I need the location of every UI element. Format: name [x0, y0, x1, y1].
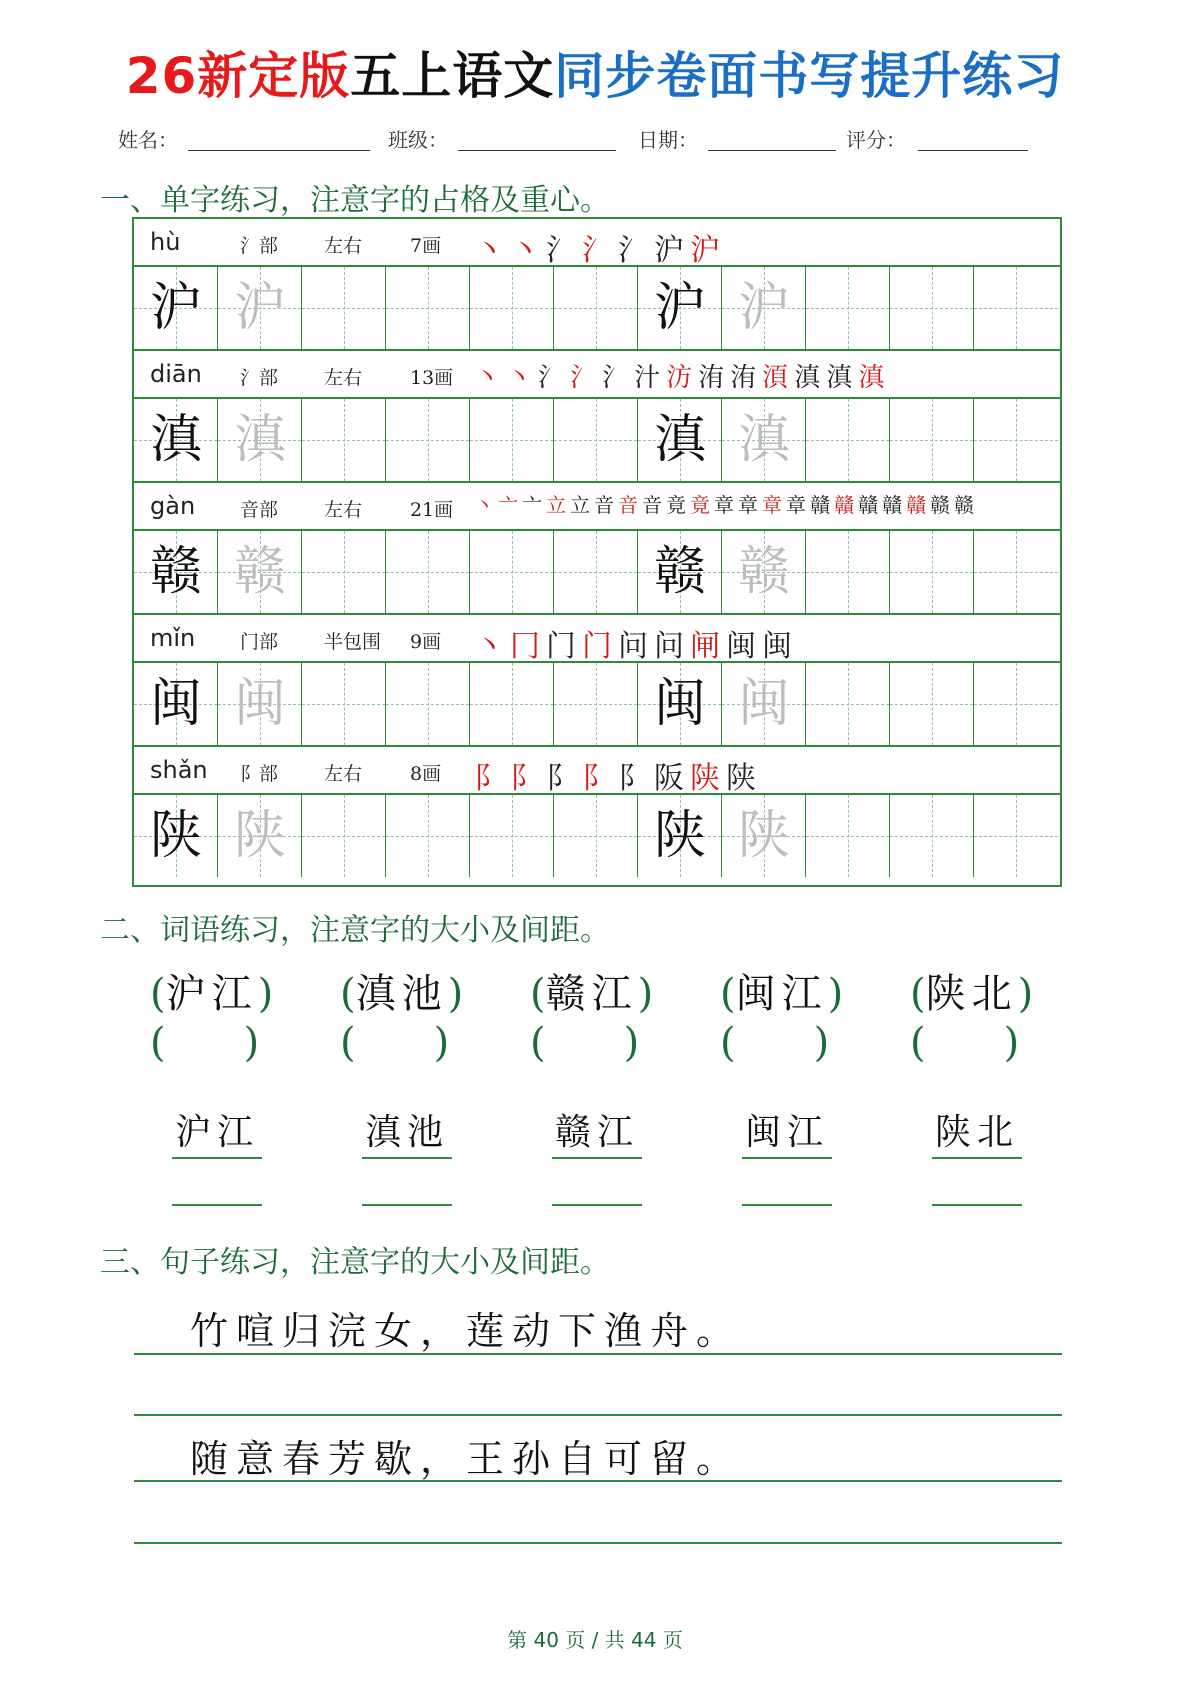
sentence-1-copy-line[interactable] — [134, 1414, 1062, 1416]
stroke-order — [474, 357, 1064, 394]
word-copy-line[interactable] — [552, 1204, 642, 1206]
cell-guide-horizontal — [470, 836, 553, 837]
pinyin: mǐn — [150, 624, 196, 652]
sentence-2-copy-line[interactable] — [134, 1542, 1062, 1544]
sentence-1-line — [134, 1353, 1062, 1355]
writing-cell[interactable] — [890, 267, 974, 349]
cell-guide-horizontal — [302, 704, 385, 705]
open-paren: ( — [150, 1020, 166, 1066]
char-info-row — [134, 615, 1060, 663]
writing-cell[interactable] — [386, 795, 470, 877]
writing-cell[interactable] — [974, 267, 1058, 349]
structure: 左右 — [324, 235, 363, 257]
writing-cell[interactable] — [890, 399, 974, 481]
char-info-row — [134, 351, 1060, 399]
stroke-step: 闸 — [690, 629, 720, 664]
writing-cell[interactable] — [302, 267, 386, 349]
writing-cell[interactable] — [218, 267, 302, 349]
stroke-step: 阝 — [510, 761, 540, 796]
cell-guide-horizontal — [554, 440, 637, 441]
word-model: 陕北 — [932, 1104, 1022, 1159]
model-character: 滇 — [149, 410, 202, 470]
sentence-2-line — [134, 1480, 1062, 1482]
pinyin: hù — [150, 228, 181, 256]
writing-cell[interactable] — [638, 399, 722, 481]
stroke-count: 21画 — [410, 499, 454, 521]
trace-character: 陕 — [233, 806, 286, 866]
writing-cell[interactable] — [974, 399, 1058, 481]
close-paren: ) — [637, 971, 654, 1017]
writing-cell[interactable] — [806, 267, 890, 349]
stroke-step: 滇 — [794, 363, 821, 393]
close-paren: ) — [257, 971, 274, 1017]
cell-guide-horizontal — [974, 704, 1058, 705]
close-paren: ) — [1003, 1020, 1020, 1066]
cell-guide-horizontal — [470, 704, 553, 705]
writing-cell[interactable] — [386, 531, 470, 613]
trace-character: 赣 — [233, 542, 286, 602]
section1-heading: 一、单字练习，注意字的占格及重心。 — [100, 183, 610, 218]
stroke-step: 问 — [654, 629, 684, 664]
stroke-step: 丶 — [474, 629, 504, 664]
class-label: 班级： — [388, 128, 448, 152]
stroke-step: 章 — [738, 493, 758, 517]
writing-cell[interactable] — [638, 663, 722, 745]
class-field[interactable] — [458, 150, 616, 151]
stroke-step: 陕 — [690, 761, 720, 796]
word-in-parentheses — [150, 962, 273, 1019]
stroke-step: 竟 — [690, 493, 710, 517]
close-paren: ) — [447, 971, 464, 1017]
writing-cell[interactable] — [890, 663, 974, 745]
cell-guide-horizontal — [806, 440, 889, 441]
stroke-step: 亠 — [522, 493, 542, 517]
stroke-step: 章 — [762, 493, 782, 517]
stroke-step: 贛 — [834, 493, 854, 517]
stroke-step: 沪 — [690, 233, 720, 268]
word-model: 滇池 — [362, 1104, 452, 1159]
stroke-order — [474, 225, 1064, 269]
stroke-step: 阝 — [618, 761, 648, 796]
cell-guide-horizontal — [890, 308, 973, 309]
stroke-step: 贛 — [906, 493, 926, 517]
name-field[interactable] — [188, 150, 370, 151]
cell-guide-horizontal — [554, 572, 637, 573]
open-paren: ( — [150, 971, 166, 1017]
writing-cell[interactable] — [554, 267, 638, 349]
stroke-step: 音 — [642, 493, 662, 517]
char-writing-row — [134, 531, 1060, 615]
stroke-step: 阝 — [546, 761, 576, 796]
stroke-step: 丶 — [474, 363, 501, 393]
stroke-step: 音 — [594, 493, 614, 517]
cell-guide-horizontal — [470, 572, 553, 573]
cell-guide-horizontal — [554, 704, 637, 705]
radical: 门部 — [240, 631, 279, 653]
writing-cell[interactable] — [386, 267, 470, 349]
stroke-step: 氵 — [538, 363, 565, 393]
writing-cell[interactable] — [806, 795, 890, 877]
stroke-step: 汁 — [634, 363, 661, 393]
cell-guide-horizontal — [470, 308, 553, 309]
trace-character: 赣 — [737, 542, 790, 602]
word-copy-line[interactable] — [742, 1204, 832, 1206]
close-paren: ) — [1017, 971, 1034, 1017]
writing-cell[interactable] — [134, 795, 218, 877]
char-writing-row — [134, 663, 1060, 747]
stroke-step: 洧 — [698, 363, 725, 393]
stroke-step: 门 — [582, 629, 612, 664]
stroke-order — [474, 489, 1064, 518]
cell-guide-horizontal — [974, 308, 1058, 309]
stroke-count: 8画 — [410, 763, 442, 785]
writing-cell[interactable] — [134, 531, 218, 613]
cell-guide-horizontal — [974, 440, 1058, 441]
trace-character: 沪 — [737, 278, 790, 338]
cell-guide-horizontal — [806, 308, 889, 309]
stroke-step: 立 — [570, 493, 590, 517]
word-text: 沪江 — [165, 971, 258, 1017]
writing-cell[interactable] — [134, 399, 218, 481]
pinyin: gàn — [150, 492, 196, 520]
stroke-step: 赣 — [954, 493, 974, 517]
stroke-step: 氵 — [602, 363, 629, 393]
cell-guide-horizontal — [470, 440, 553, 441]
writing-cell[interactable] — [386, 663, 470, 745]
cell-guide-horizontal — [974, 572, 1058, 573]
writing-cell[interactable] — [134, 663, 218, 745]
trace-character: 闽 — [737, 674, 790, 734]
pinyin: diān — [150, 360, 202, 388]
stroke-step: 丶 — [474, 493, 494, 517]
stroke-step: 丶 — [474, 233, 504, 268]
stroke-step: 立 — [546, 493, 566, 517]
stroke-step: 贛 — [858, 493, 878, 517]
page-number: 第 40 页 / 共 44 页 — [507, 1628, 683, 1652]
stroke-step: 氵 — [546, 233, 576, 268]
writing-cell[interactable] — [722, 531, 806, 613]
stroke-step: 丶 — [506, 363, 533, 393]
cell-guide-horizontal — [302, 308, 385, 309]
word-model: 闽江 — [742, 1104, 832, 1159]
cell-guide-horizontal — [806, 836, 889, 837]
open-paren: ( — [720, 1020, 736, 1066]
writing-cell[interactable] — [722, 795, 806, 877]
radical: 阝部 — [240, 763, 279, 785]
radical: 氵部 — [240, 367, 279, 389]
writing-cell[interactable] — [890, 795, 974, 877]
structure: 半包围 — [324, 631, 382, 653]
cell-guide-horizontal — [890, 572, 973, 573]
close-paren: ) — [433, 1020, 450, 1066]
score-field[interactable] — [918, 150, 1028, 151]
writing-cell[interactable] — [218, 663, 302, 745]
page-title — [0, 36, 1190, 108]
stroke-step: 陕 — [726, 761, 756, 796]
open-paren: ( — [340, 1020, 356, 1066]
cell-guide-horizontal — [302, 572, 385, 573]
stroke-step: 竟 — [666, 493, 686, 517]
stroke-count: 9画 — [410, 631, 442, 653]
word-text: 赣江 — [545, 971, 638, 1017]
cell-guide-horizontal — [302, 440, 385, 441]
writing-cell[interactable] — [554, 795, 638, 877]
model-character: 陕 — [149, 806, 202, 866]
writing-cell[interactable] — [218, 399, 302, 481]
cell-guide-horizontal — [386, 308, 469, 309]
cell-guide-horizontal — [890, 704, 973, 705]
close-paren: ) — [243, 1020, 260, 1066]
writing-cell[interactable] — [806, 663, 890, 745]
structure: 左右 — [324, 763, 363, 785]
date-field[interactable] — [708, 150, 836, 151]
section2-heading: 二、词语练习，注意字的大小及间距。 — [100, 913, 610, 948]
stroke-step: 洧 — [730, 363, 757, 393]
char-info-row — [134, 483, 1060, 531]
writing-cell[interactable] — [302, 399, 386, 481]
writing-cell[interactable] — [302, 795, 386, 877]
word-model: 沪江 — [172, 1104, 262, 1159]
word-in-parentheses — [720, 962, 843, 1019]
stroke-step: 氵 — [570, 363, 597, 393]
trace-character: 沪 — [233, 278, 286, 338]
sentence-1: 竹喧归浣女，莲动下渔舟。 — [190, 1309, 743, 1353]
cell-guide-horizontal — [974, 836, 1058, 837]
stroke-count: 7画 — [410, 235, 442, 257]
char-writing-row — [134, 399, 1060, 483]
structure: 左右 — [324, 367, 363, 389]
writing-cell[interactable] — [974, 531, 1058, 613]
writing-cell[interactable] — [722, 399, 806, 481]
writing-cell[interactable] — [386, 399, 470, 481]
writing-cell[interactable] — [806, 399, 890, 481]
open-paren: ( — [340, 971, 356, 1017]
character-practice-grid — [132, 217, 1062, 887]
model-character: 沪 — [653, 278, 706, 338]
cell-guide-horizontal — [386, 572, 469, 573]
blank-parentheses[interactable] — [530, 1020, 639, 1066]
stroke-count: 13画 — [410, 367, 454, 389]
word-copy-line[interactable] — [172, 1204, 262, 1206]
model-character: 闽 — [653, 674, 706, 734]
cell-guide-horizontal — [386, 704, 469, 705]
score-label: 评分： — [846, 128, 906, 152]
writing-cell[interactable] — [638, 795, 722, 877]
close-paren: ) — [623, 1020, 640, 1066]
word-text: 滇池 — [355, 971, 448, 1017]
word-text: 闽江 — [735, 971, 828, 1017]
word-text: 陕北 — [925, 971, 1018, 1017]
trace-character: 闽 — [233, 674, 286, 734]
open-paren: ( — [530, 971, 546, 1017]
writing-cell[interactable] — [470, 267, 554, 349]
stroke-step: 湏 — [762, 363, 789, 393]
stroke-step: 滇 — [858, 363, 885, 393]
writing-cell[interactable] — [470, 663, 554, 745]
writing-cell[interactable] — [722, 267, 806, 349]
pinyin: shǎn — [150, 756, 208, 784]
word-copy-line[interactable] — [362, 1204, 452, 1206]
stroke-step: 章 — [786, 493, 806, 517]
char-info-row — [134, 219, 1060, 267]
writing-cell[interactable] — [722, 663, 806, 745]
writing-cell[interactable] — [554, 531, 638, 613]
cell-guide-horizontal — [302, 836, 385, 837]
stroke-step: 阪 — [654, 761, 684, 796]
structure: 左右 — [324, 499, 363, 521]
cell-guide-horizontal — [806, 572, 889, 573]
stroke-step: 氵 — [618, 233, 648, 268]
writing-cell[interactable] — [218, 531, 302, 613]
stroke-step: 氵 — [582, 233, 612, 268]
stroke-step: 亠 — [498, 493, 518, 517]
open-paren: ( — [530, 1020, 546, 1066]
writing-cell[interactable] — [134, 267, 218, 349]
word-in-parentheses — [910, 962, 1033, 1019]
open-paren: ( — [910, 971, 926, 1017]
stroke-step: 音 — [618, 493, 638, 517]
word-model: 赣江 — [552, 1104, 642, 1159]
model-character: 闽 — [149, 674, 202, 734]
blank-parentheses[interactable] — [340, 1020, 449, 1066]
blank-parentheses[interactable] — [910, 1020, 1019, 1066]
model-character: 滇 — [653, 410, 706, 470]
cell-guide-horizontal — [890, 836, 973, 837]
char-info-row — [134, 747, 1060, 795]
stroke-step: 门 — [546, 629, 576, 664]
stroke-step: 赣 — [930, 493, 950, 517]
trace-character: 滇 — [233, 410, 286, 470]
model-character: 赣 — [149, 542, 202, 602]
writing-cell[interactable] — [470, 795, 554, 877]
open-paren: ( — [720, 971, 736, 1017]
cell-guide-horizontal — [386, 440, 469, 441]
writing-cell[interactable] — [554, 399, 638, 481]
radical: 音部 — [240, 499, 279, 521]
writing-cell[interactable] — [638, 267, 722, 349]
stroke-step: 贛 — [882, 493, 902, 517]
cell-guide-horizontal — [554, 308, 637, 309]
stroke-step: 问 — [618, 629, 648, 664]
stroke-step: 贛 — [810, 493, 830, 517]
writing-cell[interactable] — [302, 531, 386, 613]
cell-guide-horizontal — [890, 440, 973, 441]
title-part-subject: 五上语文 — [350, 47, 555, 105]
cell-guide-horizontal — [386, 836, 469, 837]
writing-cell[interactable] — [470, 531, 554, 613]
writing-cell[interactable] — [974, 795, 1058, 877]
stroke-order — [474, 621, 1064, 665]
cell-guide-horizontal — [554, 836, 637, 837]
student-info — [118, 122, 1098, 156]
stroke-step: 闽 — [762, 629, 792, 664]
close-paren: ) — [813, 1020, 830, 1066]
word-copy-line[interactable] — [932, 1204, 1022, 1206]
writing-cell[interactable] — [218, 795, 302, 877]
trace-character: 滇 — [737, 410, 790, 470]
title-part-edition: 26新定版 — [125, 47, 351, 105]
date-label: 日期： — [638, 128, 698, 152]
name-label: 姓名： — [118, 128, 178, 152]
writing-cell[interactable] — [638, 531, 722, 613]
close-paren: ) — [827, 971, 844, 1017]
char-writing-row — [134, 795, 1060, 879]
trace-character: 陕 — [737, 806, 790, 866]
stroke-step: 阝 — [582, 761, 612, 796]
stroke-step: 阝 — [474, 761, 504, 796]
blank-parentheses[interactable] — [150, 1020, 259, 1066]
stroke-step: 冂 — [510, 629, 540, 664]
writing-cell[interactable] — [890, 531, 974, 613]
word-in-parentheses — [530, 962, 653, 1019]
word-in-parentheses — [340, 962, 463, 1019]
char-writing-row — [134, 267, 1060, 351]
title-part-topic: 同步卷面书写提升练习 — [554, 47, 1065, 105]
stroke-step: 滇 — [826, 363, 853, 393]
blank-parentheses[interactable] — [720, 1020, 829, 1066]
radical: 氵部 — [240, 235, 279, 257]
model-character: 赣 — [653, 542, 706, 602]
stroke-order — [474, 753, 1064, 797]
writing-cell[interactable] — [470, 399, 554, 481]
writing-cell[interactable] — [806, 531, 890, 613]
writing-cell[interactable] — [302, 663, 386, 745]
stroke-step: 汸 — [666, 363, 693, 393]
cell-guide-horizontal — [806, 704, 889, 705]
section3-heading: 三、句子练习，注意字的大小及间距。 — [100, 1245, 610, 1280]
stroke-step: 章 — [714, 493, 734, 517]
writing-cell[interactable] — [554, 663, 638, 745]
stroke-step: 沪 — [654, 233, 684, 268]
open-paren: ( — [910, 1020, 926, 1066]
stroke-step: 闽 — [726, 629, 756, 664]
stroke-step: 丶 — [510, 233, 540, 268]
model-character: 陕 — [653, 806, 706, 866]
sentence-2: 随意春芳歇，王孙自可留。 — [190, 1437, 743, 1481]
writing-cell[interactable] — [974, 663, 1058, 745]
model-character: 沪 — [149, 278, 202, 338]
